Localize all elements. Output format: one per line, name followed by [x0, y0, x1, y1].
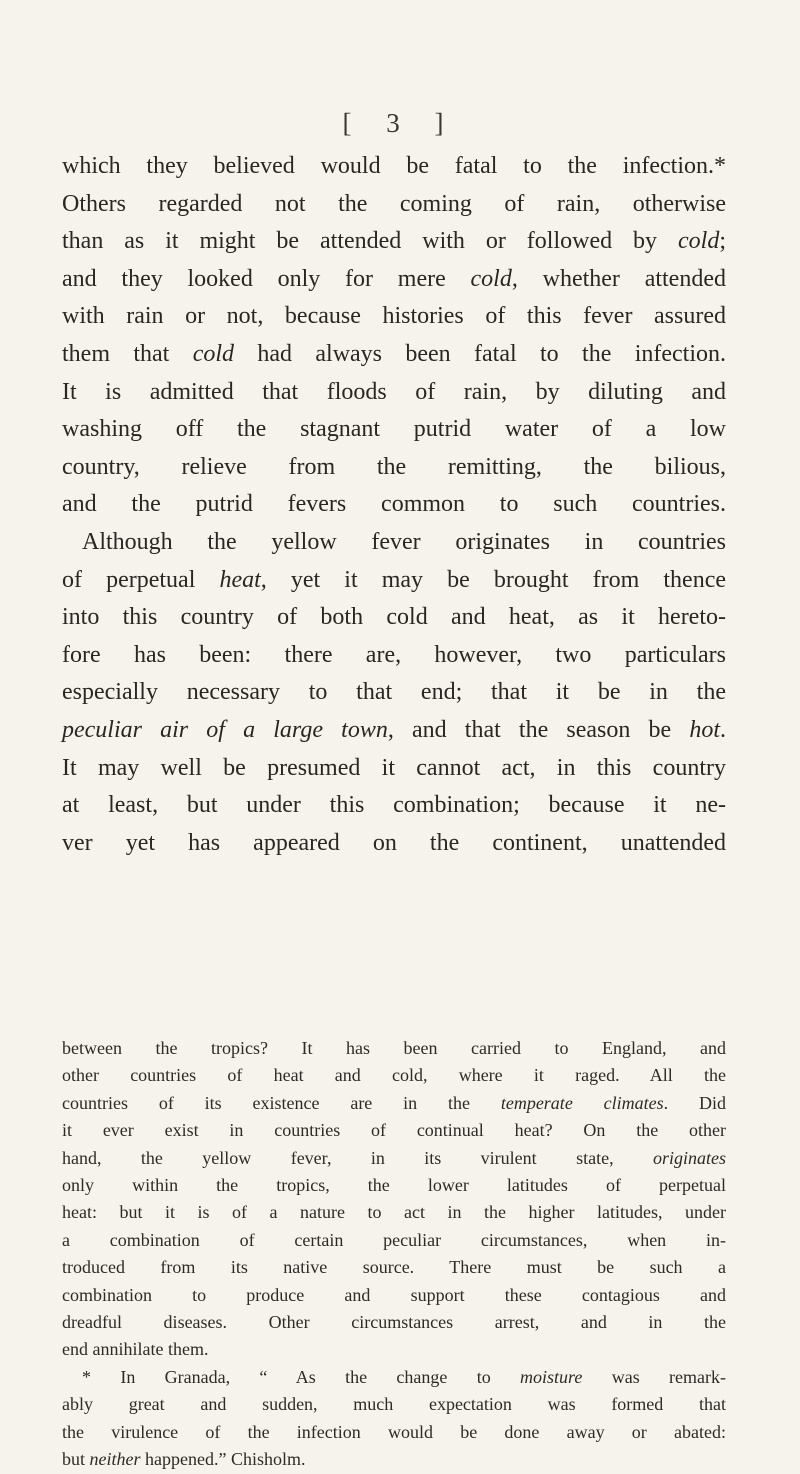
main-text-run: country, relieve from the remitting, the bilious,	[62, 453, 726, 480]
footnote-text-run: ably great and sudden, much expectation was formed that	[62, 1394, 726, 1415]
main-text-run: which they believed would be fatal to the infection.*	[62, 153, 726, 179]
footnote-text-run: hand, the yellow fever, in its virulent state,	[62, 1147, 653, 1168]
footnote-line	[62, 1117, 726, 1144]
main-text-run: peculiar air of a large town	[62, 716, 388, 743]
footnote-text-run: happened.” Chisholm.	[140, 1449, 306, 1470]
main-line	[62, 712, 726, 750]
main-line	[62, 825, 726, 863]
footnote-text-run: countries of its existence are in the	[62, 1092, 501, 1113]
footnote-text	[62, 1035, 726, 1474]
main-line	[62, 411, 726, 449]
main-line	[62, 148, 726, 186]
main-text-run: than as it might be attended with or followed by	[62, 228, 678, 255]
main-text-run: ver yet has appeared on the continent, unattended	[62, 829, 726, 856]
footnote-line	[62, 1062, 726, 1089]
main-text-run: washing off the stagnant putrid water of a low	[62, 416, 726, 443]
footnote-line	[62, 1282, 726, 1309]
main-text-run: heat	[219, 566, 261, 593]
main-text-run: cold	[678, 228, 720, 255]
main-text-run: into this country of both cold and heat, as it hereto-	[62, 604, 726, 631]
footnote-text-run: moisture	[520, 1366, 583, 1387]
footnote-line	[62, 1391, 726, 1418]
footnote-text-run: dreadful diseases. Other circumstances arrest, and in the	[62, 1312, 726, 1333]
main-line	[62, 562, 726, 600]
main-text-run: , whether attended	[511, 265, 726, 292]
main-text-run: .	[720, 716, 726, 743]
footnote-text-run: * In Granada, “ As the change to	[82, 1366, 521, 1387]
main-line	[62, 449, 726, 487]
footnote-line	[62, 1446, 726, 1473]
main-text-run: and the putrid fevers common to such countries.	[62, 491, 726, 518]
footnote-text-run: the virulence of the infection would be done away or abated:	[62, 1421, 726, 1442]
main-text-run: and they looked only for mere	[62, 265, 471, 292]
main-text-run: especially necessary to that end; that it be in the	[62, 679, 726, 706]
footnote-text-run: but	[62, 1449, 90, 1470]
main-text-run: , yet it may be brought from thence	[260, 566, 726, 593]
main-line	[62, 336, 726, 374]
footnote-line	[62, 1090, 726, 1117]
main-line	[62, 524, 726, 562]
main-line	[62, 261, 726, 299]
main-text-run: It is admitted that floods of rain, by diluting and	[62, 378, 726, 405]
main-text-run: had always been fatal to the infection.	[234, 340, 726, 367]
footnote-text-run: heat: but it is of a nature to act in the higher latitudes, under	[62, 1202, 726, 1223]
footnote-line	[62, 1364, 726, 1391]
main-line	[62, 186, 726, 224]
page-number: [ 3 ]	[342, 108, 458, 138]
footnote-text-run: other countries of heat and cold, where it raged. All the	[62, 1065, 726, 1086]
footnote-text-run: it ever exist in countries of continual heat? On the other	[62, 1120, 726, 1141]
main-text-run: at least, but under this combination; because it ne-	[62, 792, 726, 819]
main-line	[62, 674, 726, 712]
footnote-text-run: only within the tropics, the lower latitudes of perpetual	[62, 1175, 726, 1196]
footnote-text-run: temperate climates	[500, 1092, 664, 1113]
main-line	[62, 486, 726, 524]
footnote-text-run: was remark-	[582, 1366, 726, 1387]
footnote-text-run: originates	[652, 1147, 726, 1168]
main-text-run: cold	[470, 265, 512, 292]
footnote-line	[62, 1309, 726, 1336]
main-text-run: It may well be presumed it cannot act, in this country	[62, 754, 726, 781]
main-line	[62, 223, 726, 261]
main-text-run: fore has been: there are, however, two particulars	[62, 641, 726, 668]
footnote-text-run: neither	[89, 1449, 141, 1470]
main-text-run: of perpetual	[62, 566, 220, 593]
footnote-text-run: a combination of certain peculiar circumstances, when in-	[62, 1229, 726, 1250]
main-text-run: Others regarded not the coming of rain, otherwise	[62, 190, 726, 217]
footnote-line	[62, 1145, 726, 1172]
footnote-line	[62, 1254, 726, 1281]
footnote-text-run: . Did	[663, 1092, 726, 1113]
footnote-text-run: troduced from its native source. There must be such a	[62, 1257, 726, 1278]
main-text-run: ;	[719, 228, 726, 255]
footnote-line	[62, 1035, 726, 1062]
main-line	[62, 637, 726, 675]
footnote-line	[62, 1419, 726, 1446]
footnote-text-run: combination to produce and support these contagious and	[62, 1284, 726, 1305]
main-text-run: cold	[192, 340, 235, 367]
main-line	[62, 298, 726, 336]
footnote-text-run: between the tropics? It has been carried to England, and	[62, 1038, 726, 1058]
footnote-line	[62, 1227, 726, 1254]
main-text-run: them that	[62, 340, 193, 367]
footnote-text-run: end annihilate them.	[62, 1339, 209, 1360]
main-line	[62, 750, 726, 788]
main-text-run: with rain or not, because histories of this fever assured	[62, 303, 726, 330]
main-text-run: , and that the season be	[387, 716, 690, 743]
main-line	[62, 787, 726, 825]
main-line	[62, 374, 726, 412]
main-text-run: Although the yellow fever originates in countries	[82, 528, 726, 555]
footnote-line	[62, 1199, 726, 1226]
main-line	[62, 599, 726, 637]
main-text-run: hot	[689, 716, 720, 743]
footnote-line	[62, 1336, 726, 1363]
footnote-line	[62, 1172, 726, 1199]
main-text	[62, 148, 726, 862]
